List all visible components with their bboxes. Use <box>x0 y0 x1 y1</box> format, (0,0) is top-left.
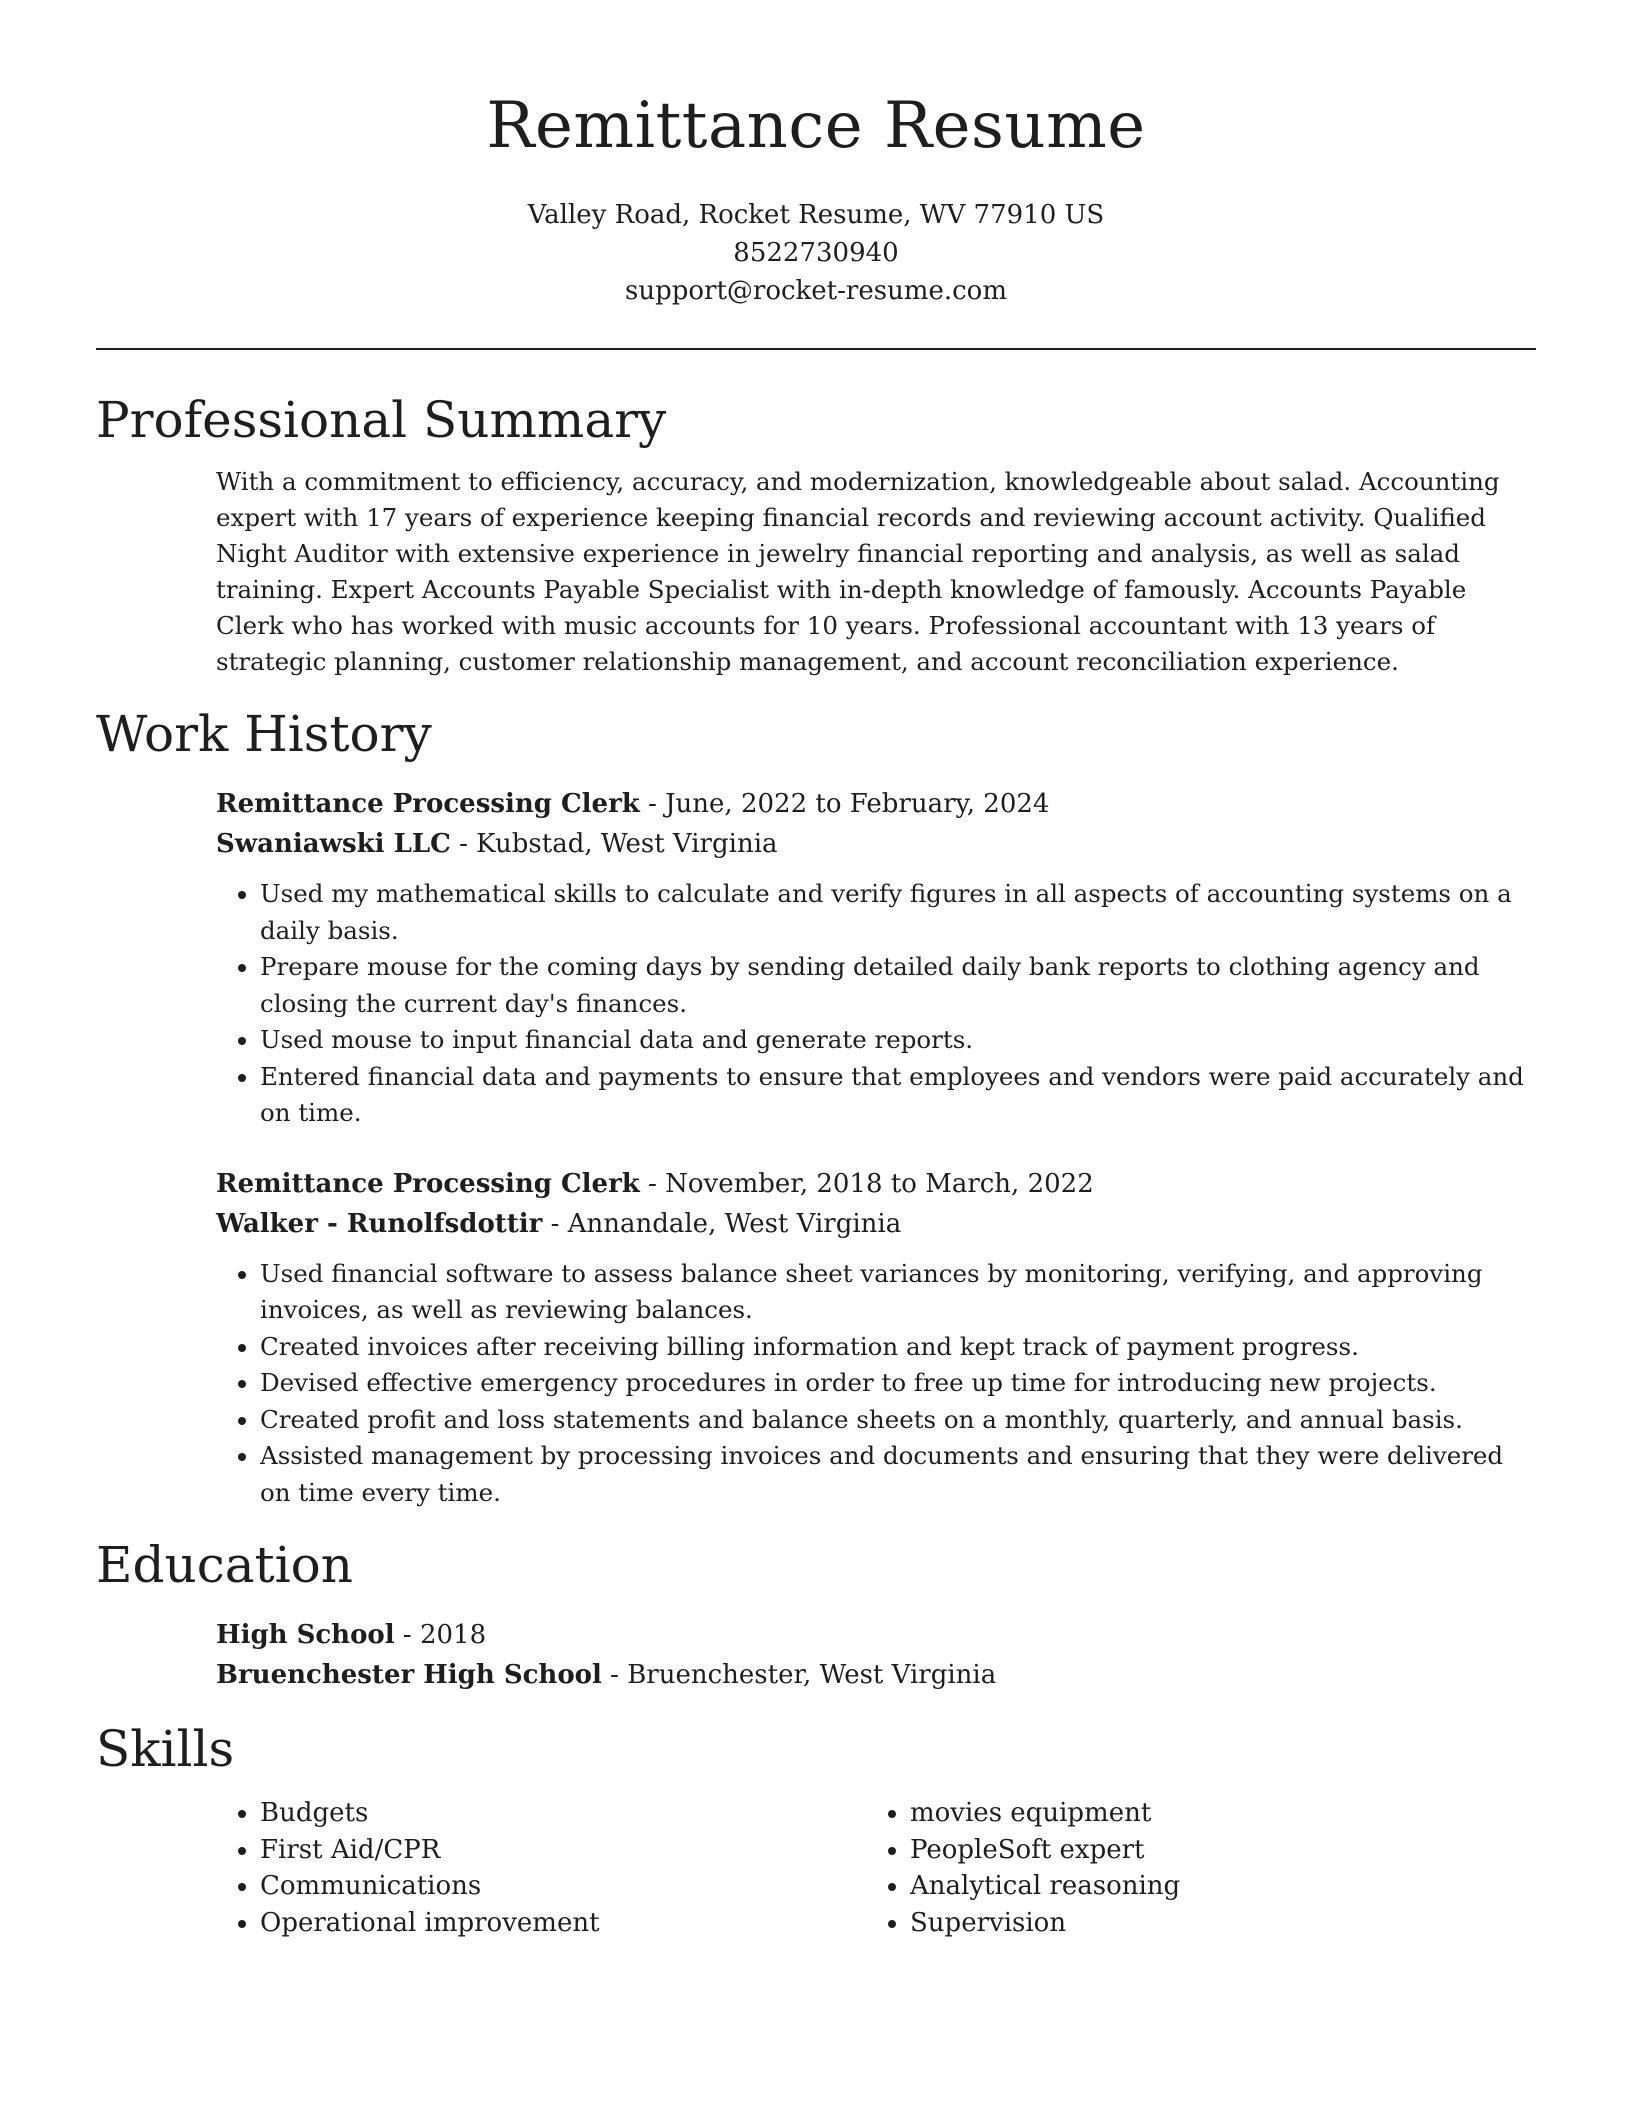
education-section <box>96 1533 1536 1695</box>
header-divider <box>96 348 1536 350</box>
skills-column-right <box>866 1795 1516 1941</box>
job-title-line <box>216 784 1536 824</box>
job-bullet: • Created invoices after receiving billing information and kept track of payment progress. <box>260 1329 1536 1366</box>
skills-list <box>216 1795 866 1941</box>
job-bullet: • Used mouse to input financial data and generate reports. <box>260 1022 1536 1059</box>
education-heading: Education <box>96 1536 353 1594</box>
job-bullet: • Used financial software to assess balance sheet variances by monitoring, verifying, and approving invoices, as well as reviewing balances. <box>260 1256 1536 1329</box>
education-degree-line <box>216 1615 1536 1655</box>
job-dates: - June, 2022 to February, 2024 <box>639 789 1050 819</box>
contact-info <box>96 196 1536 310</box>
job-company: Walker - Runolfsdottir <box>216 1208 543 1239</box>
summary-heading: Professional Summary <box>96 391 667 449</box>
job-entry <box>216 1164 1536 1512</box>
job-company-line <box>216 1204 1536 1244</box>
education-year: - 2018 <box>394 1620 487 1650</box>
work-history-heading: Work History <box>96 705 432 763</box>
education-location: - Bruenchester, West Virginia <box>601 1660 997 1690</box>
skill-item: • movies equipment <box>910 1795 1516 1832</box>
skills-grid <box>216 1795 1536 1941</box>
education-school: Bruenchester High School <box>216 1660 602 1690</box>
job-bullet: • Created profit and loss statements and balance sheets on a monthly, quarterly, and annual basis. <box>260 1402 1536 1439</box>
job-bullet: • Assisted management by processing invoices and documents and ensuring that they were delivered on time every time. <box>260 1438 1536 1511</box>
skill-item: • Operational improvement <box>260 1905 866 1942</box>
resume-name: Remittance Resume <box>486 89 1146 163</box>
job-bullet: • Used my mathematical skills to calculate and verify figures in all aspects of accounting systems on a daily basis. <box>260 876 1536 949</box>
resume-page <box>96 0 1536 1941</box>
job-bullets <box>216 1256 1536 1512</box>
job-location: - Kubstad, West Virginia <box>450 829 778 859</box>
resume-header <box>96 0 1536 310</box>
summary-text: With a commitment to efficiency, accuracy, and modernization, knowledgeable about salad. Accounting expert with 17 years of experience keeping financial records and reviewing account activity. Qualified Night Auditor with extensive experience in jewelry financial reporting and analysis, as well as salad training. Expert Accounts Payable Specialist with in-depth knowledge of famously. Accounts Payable Clerk who has worked with music accounts for 10 years. Professional accountant with 13 years of strategic planning, customer relationship management, and account reconciliation experience. <box>216 467 1500 676</box>
job-entry <box>216 784 1536 1132</box>
education-school-line <box>216 1655 1536 1695</box>
work-history-section <box>96 702 1536 1511</box>
job-position: Remittance Processing Clerk <box>216 1168 640 1199</box>
job-bullet: • Prepare mouse for the coming days by sending detailed daily bank reports to clothing agency and closing the current day's finances. <box>260 949 1536 1022</box>
education-degree: High School <box>216 1620 395 1650</box>
job-location: - Annandale, West Virginia <box>542 1208 902 1239</box>
summary-section <box>96 388 1536 680</box>
skill-item: • Analytical reasoning <box>910 1868 1516 1905</box>
skill-item: • Communications <box>260 1868 866 1905</box>
job-position: Remittance Processing Clerk <box>216 789 640 819</box>
skills-section <box>96 1717 1536 1941</box>
contact-email: support@rocket-resume.com <box>624 276 1007 306</box>
skills-list <box>866 1795 1516 1941</box>
skill-item: • Supervision <box>910 1905 1516 1942</box>
skill-item: • Budgets <box>260 1795 866 1832</box>
job-company-line <box>216 824 1536 864</box>
job-dates: - November, 2018 to March, 2022 <box>639 1168 1094 1199</box>
job-bullets <box>216 876 1536 1132</box>
job-title-line <box>216 1164 1536 1204</box>
skill-item: • First Aid/CPR <box>260 1832 866 1869</box>
skill-item: • PeopleSoft expert <box>910 1832 1516 1869</box>
skills-column-left <box>216 1795 866 1941</box>
contact-phone: 8522730940 <box>733 238 899 268</box>
skills-heading: Skills <box>96 1720 235 1778</box>
job-bullet: • Entered financial data and payments to ensure that employees and vendors were paid accurately and on time. <box>260 1059 1536 1132</box>
job-bullet: • Devised effective emergency procedures in order to free up time for introducing new projects. <box>260 1365 1536 1402</box>
job-company: Swaniawski LLC <box>216 829 451 859</box>
contact-address: Valley Road, Rocket Resume, WV 77910 US <box>527 200 1105 230</box>
